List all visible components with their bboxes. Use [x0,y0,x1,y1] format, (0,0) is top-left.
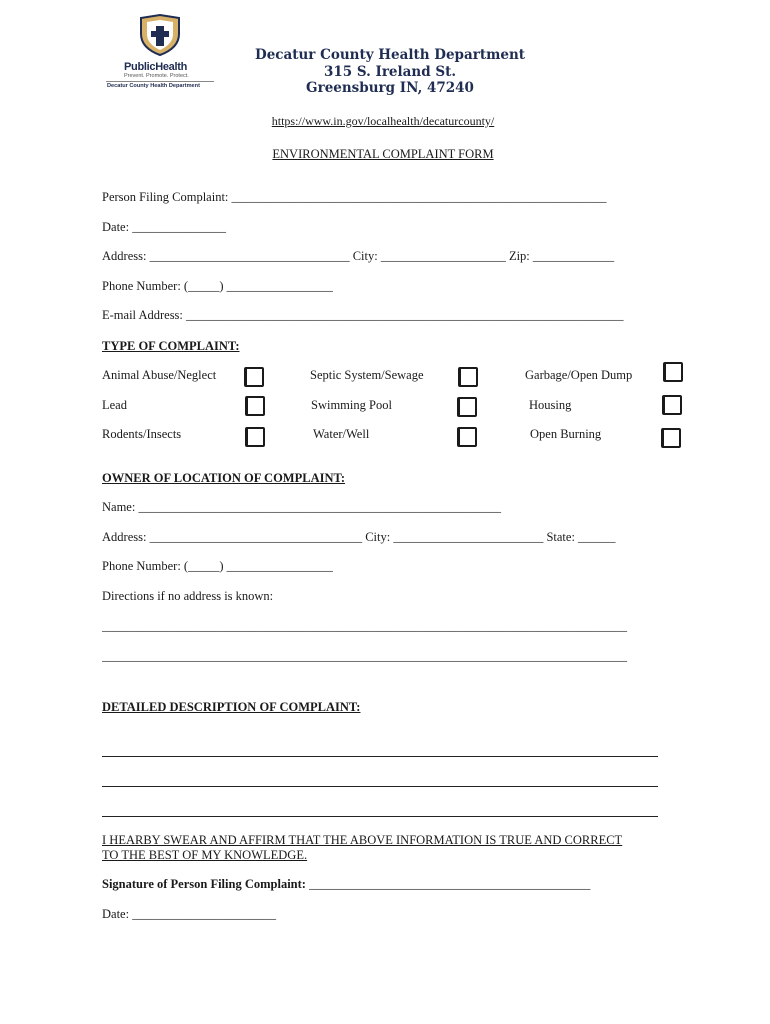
option-label: Open Burning [530,427,602,441]
signature-field[interactable] [102,877,590,892]
description-line[interactable] [102,786,658,787]
owner-phone-field[interactable]: Phone Number: (_____) _________________ [102,559,333,573]
logo-divider [106,81,214,82]
directions-field-2[interactable]: ____________________________________________________________________________________ [102,649,627,663]
complaint-type-heading: TYPE OF COMPLAINT: [102,339,240,353]
owner-address-field[interactable]: Address: __________________________________ City: ________________________ State: ______ [102,530,616,544]
checkbox-housing[interactable] [662,395,682,415]
org-name: Decatur County Health Department [254,47,525,63]
checkbox-water-well[interactable] [457,427,477,447]
option-label: Septic System/Sewage [310,368,424,382]
address-field[interactable]: Address: ________________________________ City: ____________________ Zip: _____________ [102,249,615,263]
directions-label: Directions if no address is known: [102,589,274,603]
checkbox-garbage-dump[interactable] [663,362,683,382]
signature-date-field[interactable]: Date: _______________________ [102,907,276,921]
form-title: ENVIRONMENTAL COMPLAINT FORM [272,147,494,161]
option-label: Swimming Pool [311,398,392,412]
email-field[interactable]: E-mail Address: ______________________________________________________________________ [102,308,624,322]
signature-label: Signature of Person Filing Complaint: [102,877,306,891]
owner-name-field[interactable]: Name: __________________________________________________________ [102,500,501,514]
option-label: Animal Abuse/Neglect [102,368,217,382]
option-label: Housing [529,398,572,412]
signature-blank[interactable]: _____________________________________________ [309,877,591,891]
checkbox-open-burning[interactable] [661,428,681,448]
description-line[interactable] [102,756,658,757]
logo-brand: PublicHealth [124,61,188,73]
logo [104,14,216,94]
website-link[interactable]: https://www.in.gov/localhealth/decaturcounty/ [271,114,495,128]
phone-field[interactable]: Phone Number: (_____) _________________ [102,279,333,293]
option-label: Lead [102,398,127,412]
checkbox-septic-system[interactable] [458,367,478,387]
checkbox-lead[interactable] [245,396,265,416]
logo-org: Decatur County Health Department [107,83,200,89]
affirmation-line-1: I HEARBY SWEAR AND AFFIRM THAT THE ABOVE INFORMATION IS TRUE AND CORRECT [102,833,623,847]
option-label: Water/Well [313,427,370,441]
date-field[interactable]: Date: _______________ [102,220,226,234]
checkbox-swimming-pool[interactable] [457,397,477,417]
description-heading: DETAILED DESCRIPTION OF COMPLAINT: [102,700,361,714]
option-label: Rodents/Insects [102,427,182,441]
directions-field-1[interactable]: ____________________________________________________________________________________ [102,619,627,633]
org-city: Greensburg IN, 47240 [306,80,474,96]
owner-heading: OWNER OF LOCATION OF COMPLAINT: [102,471,346,485]
person-filing-field[interactable]: Person Filing Complaint: ____________________________________________________________ [102,190,607,204]
checkbox-rodents-insects[interactable] [245,427,265,447]
option-label: Garbage/Open Dump [525,368,633,382]
checkbox-animal-abuse[interactable] [244,367,264,387]
org-street: 315 S. Ireland St. [323,64,457,80]
shield-icon [137,14,183,56]
description-line[interactable] [102,816,658,817]
affirmation-line-2: TO THE BEST OF MY KNOWLEDGE. [102,848,308,862]
logo-tagline: Prevent. Promote. Protect. [124,73,189,79]
